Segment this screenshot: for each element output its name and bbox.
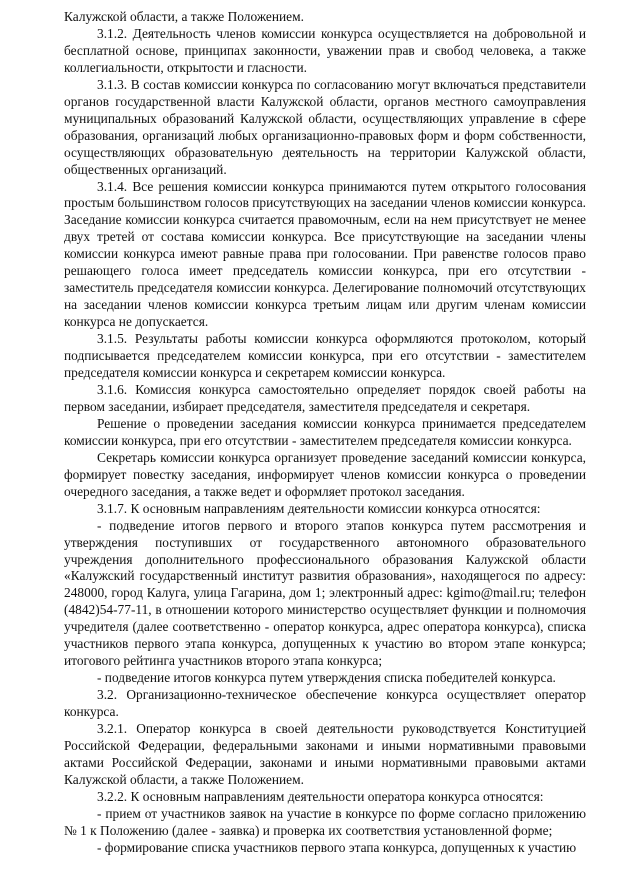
list-item-application-intake: - прием от участников заявок на участие в конкурсе по форме согласно приложению № 1 к Положению (далее - заявка) и проверка их соответствия установленной форме;	[64, 805, 586, 838]
paragraph-3-2-2: 3.2.2. К основным направлениям деятельности оператора конкурса относятся:	[97, 788, 544, 804]
paragraph-3-2: 3.2. Организационно-техническое обеспечение конкурса осуществляет оператор конкурса.	[64, 687, 586, 720]
paragraph-3-1-7: 3.1.7. К основным направлениям деятельности комиссии конкурса относятся:	[97, 500, 541, 516]
paragraph-meeting-decision: Решение о проведении заседания комиссии конкурса принимается председателем комиссии конкурса, при его отсутствии - заместителем председателя комиссии конкурса.	[64, 415, 586, 448]
paragraph-3-1-3: 3.1.3. В состав комиссии конкурса по согласованию могут включаться представители органов государственной власти Калужской области, органов местного самоуправления муниципальных образований Калужской области, осуществляющих управление в сфере образования, организаций любых организационно-правовых форм и форм собственности, осуществляющих образовательную деятельность на территории Калужской области, общественных организаций.	[64, 76, 586, 177]
list-item-summarizing-contest: - подведение итогов конкурса путем утверждения списка победителей конкурса.	[97, 670, 556, 686]
paragraph-secretary: Секретарь комиссии конкурса организует проведение заседаний комиссии конкурса, формирует повестку заседания, информирует членов комиссии конкурса о проведении очередного заседания, а также ведет и оформляет протокол заседания.	[64, 449, 586, 499]
paragraph-3-1-4: 3.1.4. Все решения комиссии конкурса принимаются путем открытого голосования простым большинством голосов присутствующих на заседании членов комиссии конкурса. Заседание комиссии конкурса считается правомочным, если на нем присутствует не менее двух третей от состава комиссии конкурса. Все присутствующие на заседании члены комиссии конкурса имеют равные права при голосовании. При равенстве голосов право решающего голоса имеет председатель комиссии конкурса, при его отсутствии - заместитель председателя комиссии конкурса. Делегирование полномочий отсутствующих на заседании членов комиссии конкурса третьим лицам или другим членам комиссии конкурса не допускается.	[64, 178, 586, 330]
paragraph-3-2-1: 3.2.1. Оператор конкурса в своей деятельности руководствуется Конституцией Российской Федерации, федеральными законами и иными нормативными правовыми актами Российской Федерации, законами и иными нормативными правовыми актами Калужской области, а также Положением.	[64, 721, 586, 787]
paragraph-3-1-2: 3.1.2. Деятельность членов комиссии конкурса осуществляется на добровольной и бесплатной основе, принципах законности, уважении прав и свобод человека, а также коллегиальности, открытости и гласности.	[64, 25, 586, 75]
list-item-participant-list: - формирование списка участников первого этапа конкурса, допущенных к участию	[97, 839, 577, 855]
paragraph-3-1-5: 3.1.5. Результаты работы комиссии конкурса оформляются протоколом, который подписывается председателем комиссии конкурса, при его отсутствии - заместителем председателя комиссии конкурса и секретарем комиссии конкурса.	[64, 331, 586, 381]
list-item-summarizing-stages: - подведение итогов первого и второго этапов конкурса путем рассмотрения и утверждения поступивших от государственного автономного образовательного учреждения дополнительного профессионального образования Калужской области «Калужский государственный институт развития образования», находящегося по адресу: 248000, город Калуга, улица Гагарина, дом 1; электронный адрес: kgimo@mail.ru; телефон (4842)54-77-11, в отношении которого министерство осуществляет функции и полномочия учредителя (далее соответственно - оператор конкурса, адрес оператора конкурса), списка участников первого этапа конкурса, допущенных к участию во втором этапе конкурса; итогового рейтинга участников второго этапа конкурса;	[64, 517, 586, 669]
paragraph-3-1-6: 3.1.6. Комиссия конкурса самостоятельно определяет порядок своей работы на первом заседании, избирает председателя, заместителя председателя и секретаря.	[64, 381, 586, 414]
paragraph-continuation: Калужской области, а также Положением.	[64, 9, 304, 24]
document-page	[64, 9, 586, 857]
